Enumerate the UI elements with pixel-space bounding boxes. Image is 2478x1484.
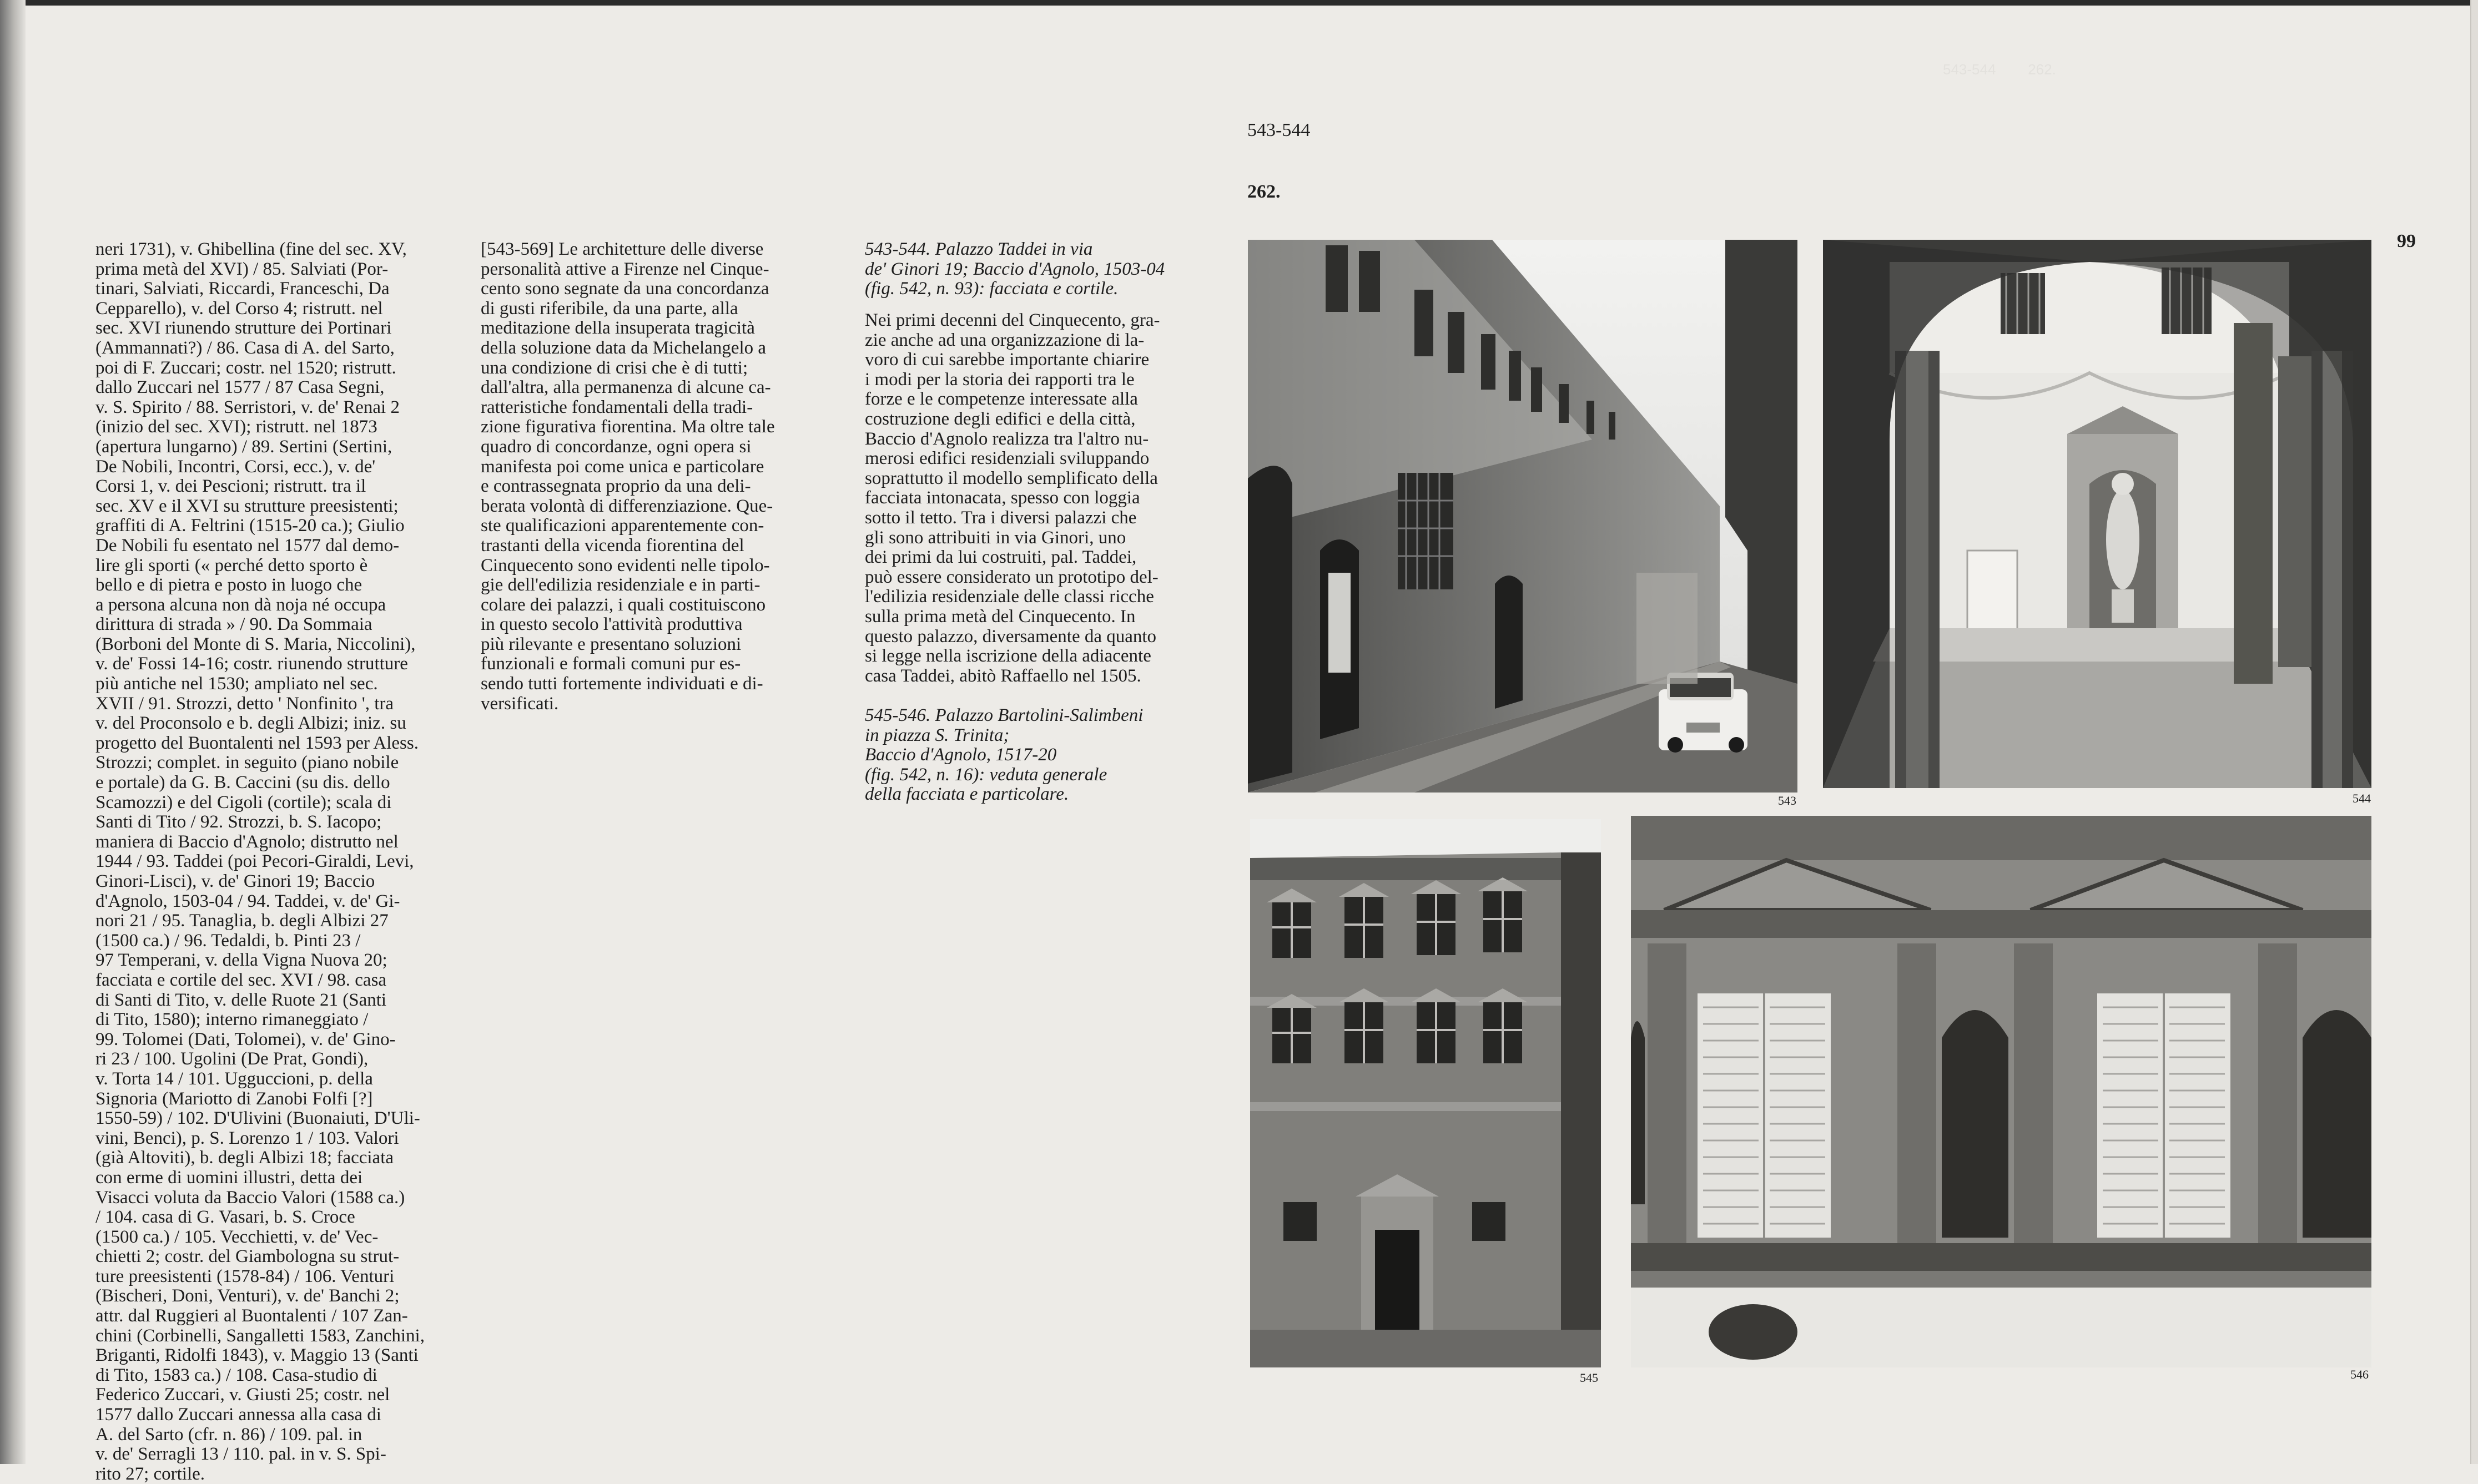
text-line: (già Altoviti), b. degli Albizi 18; facciata [95, 1148, 394, 1168]
text-line: trastanti della vicenda fiorentina del [481, 535, 744, 556]
text-line: Nei primi decenni del Cinquecento, gra- [865, 310, 1160, 330]
text-line: bello e di pietra e posto in luogo che [95, 575, 362, 595]
ref-line: 262. [1247, 181, 1281, 202]
text-line: v. de' Serragli 13 / 110. pal. in v. S. Spi- [95, 1444, 386, 1465]
text-line: v. S. Spirito / 88. Serristori, v. de' Renai 2 [95, 397, 400, 417]
caption-line: in piazza S. Trinita; [865, 725, 1010, 745]
text-line: e portale) da G. B. Caccini (su dis. dello [95, 773, 390, 793]
text-line: Ginori-Lisci), v. de' Ginori 19; Baccio [95, 871, 375, 891]
text-line: vini, Benci), p. S. Lorenzo 1 / 103. Valori [95, 1128, 399, 1148]
taddei-paragraph [865, 311, 1160, 686]
text-line: dei primi da lui costruiti, pal. Taddei, [865, 547, 1137, 568]
text-line: lire gli sporti (« perché detto sporto è [95, 555, 368, 576]
text-line: di Tito, 1583 ca.) / 108. Casa-studio di [95, 1365, 377, 1385]
text-line: i modi per la storia dei rapporti tra le [865, 369, 1135, 390]
text-line: e contrassegnata proprio da una deli- [481, 476, 751, 497]
text-line: può essere considerato un prototipo del- [865, 567, 1159, 587]
text-line: gie dell'edilizia residenziale e in parti- [481, 575, 760, 595]
text-line: sulla prima metà del Cinquecento. In [865, 606, 1136, 627]
text-line: 99. Tolomei (Dati, Tolomei), v. de' Gino- [95, 1029, 396, 1049]
text-line: funzionali e formali comuni pur es- [481, 654, 741, 674]
text-line: Federico Zuccari, v. Giusti 25; costr. nel [95, 1385, 390, 1405]
photo-544-courtyard [1823, 240, 2371, 788]
page-top-edge [0, 0, 2478, 6]
text-line: ratteristiche fondamentali della tradi- [481, 397, 753, 417]
text-line: / 104. casa di G. Vasari, b. S. Croce [95, 1207, 355, 1228]
text-line: di Santi di Tito, v. delle Ruote 21 (Santi [95, 990, 387, 1010]
text-line: [543-569] Le architetture delle diverse [481, 239, 764, 259]
text-line: costruzione degli edifici e della città, [865, 408, 1136, 429]
intro-paragraph-column [481, 240, 775, 714]
caption-line: de' Ginori 19; Baccio d'Agnolo, 1503-04 [865, 259, 1165, 279]
ref-line: 543-544 [1247, 120, 1311, 140]
text-line: (Borboni del Monte di S. Maria, Niccolini), [95, 634, 416, 654]
figure-label-543: 543 [1778, 794, 1796, 807]
text-line: forze e le competenze interessate alla [865, 389, 1138, 410]
text-line: De Nobili fu esentato nel 1577 dal demo- [95, 535, 400, 556]
text-line: 1944 / 93. Taddei (poi Pecori-Giraldi, Levi, [95, 851, 414, 872]
text-line: Signoria (Mariotto di Zanobi Folfi [?] [95, 1088, 373, 1109]
text-line: ture preesistenti (1578-84) / 106. Venturi [95, 1266, 395, 1286]
figure-label-544: 544 [2353, 791, 2371, 805]
page-right-edge [2470, 0, 2478, 1464]
text-line: di Tito, 1580); interno rimaneggiato / [95, 1009, 369, 1030]
text-line: attr. dal Ruggieri al Buontalenti / 107 Zan- [95, 1306, 408, 1326]
text-line: Cinquecento sono evidenti nelle tipolo- [481, 555, 770, 576]
text-line: (Bischeri, Doni, Venturi), v. de' Banchi 2; [95, 1286, 400, 1306]
caption-545-546 [865, 706, 1143, 805]
text-line: Baccio d'Agnolo realizza tra l'altro nu- [865, 428, 1149, 449]
text-line: De Nobili, Incontri, Corsi, ecc.), v. de' [95, 456, 376, 477]
text-line: XVII / 91. Strozzi, detto ' Nonfinito ', tra [95, 693, 394, 714]
text-line: zie anche ad una organizzazione di la- [865, 330, 1145, 350]
text-line: voro di cui sarebbe importante chiarire [865, 350, 1150, 370]
text-line: sec. XVI riunendo strutture dei Portinari [95, 318, 392, 339]
text-line: facciata intonacata, spesso con loggia [865, 488, 1140, 508]
text-line: sotto il tetto. Tra i diversi palazzi che [865, 507, 1137, 528]
caption-line: 543-544. Palazzo Taddei in via [865, 239, 1093, 259]
text-line: (Ammannati?) / 86. Casa di A. del Sarto, [95, 337, 395, 358]
text-line: gli sono attribuiti in via Ginori, uno [865, 527, 1126, 548]
text-line: colare dei palazzi, i quali costituiscono [481, 594, 766, 615]
photo-546-detail [1631, 816, 2371, 1367]
text-line: progetto del Buontalenti nel 1593 per Aless. [95, 733, 419, 753]
text-line: Scamozzi) e del Cigoli (cortile); scala di [95, 792, 392, 812]
book-gutter [0, 0, 26, 1464]
photo-543-street-view [1248, 240, 1797, 793]
text-line: questo palazzo, diversamente da quanto [865, 626, 1157, 647]
text-line: meditazione della insuperata tragicità [481, 318, 755, 339]
text-line: quadro di concordanze, ogni opera si [481, 436, 752, 457]
text-line: casa Taddei, abitò Raffaello nel 1505. [865, 665, 1141, 686]
text-line: merosi edifici residenziali sviluppando [865, 448, 1150, 469]
text-line: l'edilizia residenziale delle classi ricche [865, 587, 1154, 607]
caption-line: Baccio d'Agnolo, 1517-20 [865, 745, 1057, 765]
figure-label-545: 545 [1580, 1371, 1598, 1385]
page-number: 99 [2397, 231, 2416, 251]
text-line: graffiti di A. Feltrini (1515-20 ca.); Giulio [95, 516, 405, 536]
text-line: ste qualificazioni apparentemente con- [481, 516, 764, 536]
figure-label-546: 546 [2350, 1367, 2369, 1381]
text-line: Santi di Tito / 92. Strozzi, b. S. Iacopo; [95, 812, 382, 832]
text-line: Cepparello), v. del Corso 4; ristrutt. nel [95, 298, 383, 319]
text-line: poi di F. Zuccari; costr. nel 1520; ristrutt. [95, 357, 396, 378]
text-line: prima metà del XVI) / 85. Salviati (Por- [95, 259, 389, 279]
text-line: nori 21 / 95. Tanaglia, b. degli Albizi 27 [95, 911, 389, 931]
text-line: berata volontà di differenziazione. Que- [481, 496, 773, 516]
text-line: zione figurativa fiorentina. Ma oltre tale [481, 417, 775, 437]
text-line: A. del Sarto (cfr. n. 86) / 109. pal. in [95, 1424, 362, 1445]
caption-line: (fig. 542, n. 16): veduta generale [865, 764, 1107, 785]
text-line: manifesta poi come unica e particolare [481, 456, 764, 477]
bleed-through: 543-544 262. [1943, 61, 2056, 78]
palazzi-list-column [95, 240, 425, 1484]
text-line: (1500 ca.) / 96. Tedaldi, b. Pinti 23 / [95, 930, 361, 951]
text-line: 1577 dallo Zuccari annessa alla casa di [95, 1405, 381, 1425]
text-line: con erme di uomini illustri, detta dei [95, 1167, 363, 1188]
text-line: versificati. [481, 693, 559, 714]
text-line: Visacci voluta da Baccio Valori (1588 ca.) [95, 1187, 405, 1208]
text-line: si legge nella iscrizione della adiacente [865, 646, 1151, 667]
text-line: v. del Proconsolo e b. degli Albizi; iniz. su [95, 713, 406, 734]
text-line: Briganti, Ridolfi 1843), v. Maggio 13 (Santi [95, 1345, 419, 1366]
text-line: 97 Temperani, v. della Vigna Nuova 20; [95, 950, 387, 971]
caption-543-544 [865, 240, 1165, 299]
caption-line: (fig. 542, n. 93): facciata e cortile. [865, 279, 1119, 299]
text-line: (apertura lungarno) / 89. Sertini (Sertini, [95, 436, 392, 457]
caption-line: 545-546. Palazzo Bartolini-Salimbeni [865, 705, 1144, 725]
text-line: 1550-59) / 102. D'Ulivini (Buonaiuti, D'Uli- [95, 1108, 420, 1129]
photo-545-facade [1250, 819, 1601, 1367]
text-line: chietti 2; costr. del Giambologna su strut- [95, 1246, 400, 1267]
text-line: rito 27; cortile. [95, 1463, 205, 1484]
text-line: più rilevante e presentano soluzioni [481, 634, 742, 654]
text-line: d'Agnolo, 1503-04 / 94. Taddei, v. de' Gi- [95, 891, 400, 911]
text-line: più antiche nel 1530; ampliato nel sec. [95, 674, 378, 694]
text-line: una condizione di crisi che è di tutti; [481, 357, 748, 378]
text-line: sec. XV e il XVI su strutture preesistenti; [95, 496, 399, 516]
text-line: soprattutto il modello semplificato della [865, 468, 1158, 488]
text-line: maniera di Baccio d'Agnolo; distrutto nel [95, 831, 399, 852]
text-line: personalità attive a Firenze nel Cinque- [481, 259, 769, 279]
caption-line: della facciata e particolare. [865, 784, 1069, 805]
text-line: v. de' Fossi 14-16; costr. riunendo strutture [95, 654, 408, 674]
text-line: tinari, Salviati, Riccardi, Franceschi, Da [95, 279, 390, 299]
text-line: Strozzi; complet. in seguito (piano nobile [95, 753, 399, 773]
text-line: facciata e cortile del sec. XVI / 98. casa [95, 970, 387, 990]
text-line: dallo Zuccari nel 1577 / 87 Casa Segni, [95, 377, 385, 398]
text-line: in questo secolo l'attività produttiva [481, 614, 743, 635]
text-line: neri 1731), v. Ghibellina (fine del sec. XV, [95, 239, 407, 259]
text-line: ri 23 / 100. Ugolini (De Prat, Gondi), [95, 1049, 369, 1069]
text-line: sendo tutti fortemente individuati e di- [481, 674, 763, 694]
text-line: dall'altra, alla permanenza di alcune ca- [481, 377, 771, 398]
text-line: a persona alcuna non dà noja né occupa [95, 594, 386, 615]
text-line: di gusti riferibile, da una parte, alla [481, 298, 738, 319]
text-line: chini (Corbinelli, Sangalletti 1583, Zanchini, [95, 1325, 425, 1346]
text-line: (inizio del sec. XVI); ristrutt. nel 1873 [95, 417, 377, 437]
text-line: dirittura di strada » / 90. Da Sommaia [95, 614, 372, 635]
text-line: (1500 ca.) / 105. Vecchietti, v. de' Vec- [95, 1226, 379, 1247]
text-line: Corsi 1, v. dei Pescioni; ristrutt. tra il [95, 476, 366, 497]
text-line: v. Torta 14 / 101. Ugguccioni, p. della [95, 1068, 373, 1089]
text-line: della soluzione data da Michelangelo a [481, 337, 767, 358]
text-line: cento sono segnate da una concordanza [481, 279, 769, 299]
